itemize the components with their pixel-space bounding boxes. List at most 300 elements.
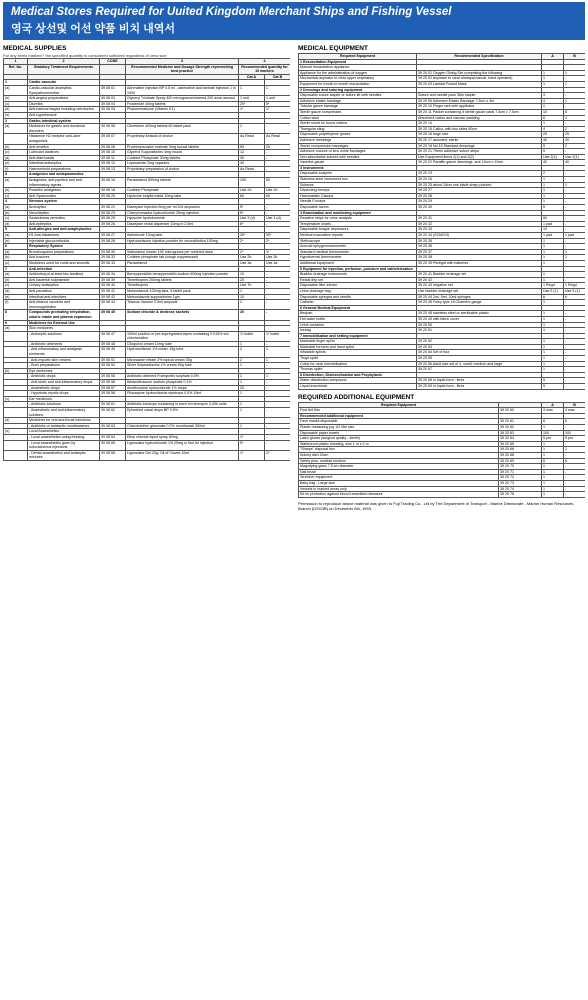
cell-req: Catheter (299, 300, 417, 306)
cell-a: 30 (239, 155, 265, 161)
cell-b: - (265, 408, 291, 418)
cell-b: - (564, 272, 586, 278)
cell-req: Reactive strips for urine analysis (299, 216, 417, 222)
cell-req: Tubular gauze bandage (299, 104, 417, 110)
cell-med: Lignocaine Gel 20g; Oil of Cloves 10ml (126, 450, 239, 460)
cell-req: Baby bag - Large size (299, 480, 499, 486)
cell-spec: 39 20 39 Penlight with batteries (417, 260, 542, 266)
cell-req: Ear medicines (28, 396, 100, 402)
table-row (299, 492, 586, 498)
cell-req: Anti-parasitics (28, 288, 100, 294)
cell-ref: (c) (4, 283, 28, 289)
cell-code: 39 08 52 (100, 363, 126, 369)
cell-b: 5* (265, 101, 291, 107)
cell-ref: (d) (4, 418, 28, 424)
additional-equipment-table (298, 402, 585, 498)
cell-a: 1 pad (542, 233, 564, 239)
cell-req: Urine drainage bag (299, 288, 417, 294)
cell-b: - (564, 193, 586, 199)
cell-req: Disposable filter infuser (299, 283, 417, 289)
cell-med: Ethyl chloride liquid spray 50mg (126, 434, 239, 440)
cell-code: 39 08 12 (100, 161, 126, 167)
cell-b: 1 (564, 98, 586, 104)
cell-req: Urinary antiseptics (28, 283, 100, 289)
cell-med: Paracetamol (126, 260, 239, 266)
medical-supplies-column (3, 44, 290, 997)
cell-code: 39 08 65 (100, 440, 126, 450)
cell-req: Compounds promoting rehydration, caloric intake and plasma expansion (28, 310, 100, 320)
cell-code: 39 08 20 (100, 193, 126, 199)
cell-b: - (564, 205, 586, 211)
cell-code: 39 08 34 (100, 272, 126, 278)
cell-req: Malleable finger splint (299, 339, 417, 345)
cell-req: Appliance for the administration of oxygen (299, 70, 417, 76)
cell-code: 39 08 06 (100, 124, 126, 134)
cell-req: Skin medicines (28, 326, 100, 332)
cell-b: As Read (265, 134, 291, 144)
cell-code: 39 08 48 (100, 341, 126, 347)
cell-a: 1 (542, 475, 564, 481)
cell-b: 1 (564, 81, 586, 87)
cell-b: Use 3 (d) (265, 216, 291, 222)
cell-ref: (b) (4, 238, 28, 244)
cell-code: 39 20 60 (499, 408, 542, 414)
cell-b: - (564, 260, 586, 266)
cell-req: Disposable polyethylene gloves (299, 132, 417, 138)
cell-a: 1 (542, 425, 564, 431)
cell-a: 1 (542, 182, 564, 188)
cell-med: Amethocaine hydrochloride 1% drops (126, 385, 239, 391)
cell-a: 1 (239, 408, 265, 418)
cell-req: Anti-tussives (28, 255, 100, 261)
cell-req: First Aid Kits (299, 408, 499, 414)
cell-req: Injectable glucocorticoids (28, 238, 100, 244)
cell-a: 1 (542, 469, 564, 475)
cell-ref: 9 (4, 320, 28, 326)
cell-b: - (564, 311, 586, 317)
cell-a: 2 (239, 357, 265, 363)
cell-req: - Antibiotic or antiseptic mouthwashes (28, 423, 100, 429)
cell-spec: 39 20 14 (417, 121, 542, 127)
table-row (299, 132, 586, 138)
cell-req: 8 Disinfection, Disinsectisation and Prophylaxis (299, 372, 417, 378)
table-row (4, 331, 291, 341)
cell-req: Sterile gauze compresses (299, 109, 417, 115)
cell-req: Disposable tongue depressors (299, 227, 417, 233)
cell-req: Anti-allergics and anti-anaphylactics (28, 227, 100, 233)
cell-b: 1 unit (265, 96, 291, 102)
cell-a: 20 (239, 310, 265, 320)
cell-spec: Use Equipment items 2(1) and 2(2) (417, 154, 542, 160)
cell-req: 6 General Medical Equipment (299, 305, 417, 311)
cell-a: 2 (542, 171, 564, 177)
cell-req: - Antibiotic drops (28, 374, 100, 380)
cell-ref: (a) (4, 124, 28, 134)
cell-b: - (265, 423, 291, 429)
cell-req: Medicines for oral and throat infections (28, 418, 100, 424)
cell-a: 1 (542, 188, 564, 194)
cell-code: 39 08 66 (100, 450, 126, 460)
table-row (4, 347, 291, 357)
cell-code: 39 08 44 (100, 300, 126, 310)
cell-b: 1 (564, 182, 586, 188)
cell-spec: 39 20 24 (417, 177, 542, 183)
cell-ref: (e) (4, 112, 28, 118)
cell-spec: 39 20 53 (417, 344, 542, 350)
cell-a: 5 prs (542, 436, 564, 442)
cell-b: 25 (564, 132, 586, 138)
cell-b: 1 pad (564, 233, 586, 239)
cell-a: 1 (542, 272, 564, 278)
cell-spec: 39 20 51 (417, 328, 542, 334)
cell-req: "Sharps" disposal box (299, 447, 499, 453)
table-row (4, 408, 291, 418)
cell-spec: 39 20 09 Adhesive Elastic Bandage 7.5cm x 4m (417, 98, 542, 104)
cell-code: 39 08 13 (100, 166, 126, 172)
cell-req: Waterproof plastic sheeting, size 1 m x 2 m (299, 441, 499, 447)
cell-med: Frusemide 40mg tablets (126, 101, 239, 107)
cell-req: Adhesive dressings (299, 137, 417, 143)
cell-ref: (b) (4, 96, 28, 102)
cell-a: 6 (542, 419, 564, 425)
cell-b: 1 (265, 374, 291, 380)
cell-med: Codeine phosphate tab (cough suppressant) (126, 255, 239, 261)
cell-a: 1 (542, 486, 564, 492)
cell-b: - (564, 238, 586, 244)
cell-code: 39 08 49 (100, 347, 126, 357)
cell-code: 39 08 64 (100, 434, 126, 440)
cell-code: 39 08 08 (100, 144, 126, 150)
cell-a: 1 (542, 480, 564, 486)
cell-req: Intestinal anti-infectives (28, 294, 100, 300)
cell-a: 100 (239, 178, 265, 188)
cell-b: 100 (564, 430, 586, 436)
cell-b: - (564, 486, 586, 492)
cell-b: - (265, 166, 291, 172)
cell-a: 1* bottle (239, 331, 265, 341)
cell-req: - Anaesthetic and anti-inflammatory solutions (28, 408, 100, 418)
cell-a: 1 (542, 177, 564, 183)
cell-a: 6 (542, 458, 564, 464)
cell-b: - (265, 300, 291, 310)
cell-med: Chlorhexidine gluconate 0.2% mouthwash 300ml (126, 423, 239, 429)
cell-code: 39 20 66 (499, 447, 542, 453)
cell-req: Urine container (299, 322, 417, 328)
medical-supplies-title: MEDICAL SUPPLIES (3, 45, 67, 52)
cell-code: 39 08 03 (100, 96, 126, 102)
cell-a: Use 7b (239, 283, 265, 289)
cell-a: 1 (542, 76, 564, 82)
cell-a: 60 (239, 193, 265, 199)
cell-req: Adhesive elastic bandage (299, 98, 417, 104)
cell-a: 30 (239, 161, 265, 167)
cell-b: - (564, 227, 586, 233)
cell-b: 2* (265, 238, 291, 244)
cell-ref (4, 408, 28, 418)
cell-med: Chlorpromazine hydrochloride 25mg injection (126, 210, 239, 216)
cell-b: 5 prs (564, 436, 586, 442)
cell-a: 1 (542, 367, 564, 373)
cell-b: - (564, 384, 586, 390)
cell-b: - (564, 339, 586, 345)
cell-a: 50 (239, 144, 265, 150)
cell-req: Diuretics (28, 101, 100, 107)
cell-b: - (265, 155, 291, 161)
cell-ref: (d) (4, 221, 28, 227)
additional-equipment-title: REQUIRED ADDITIONAL EQUIPMENT (298, 393, 415, 401)
section-row (4, 310, 291, 320)
cell-ref: 3 (4, 172, 28, 178)
cell-spec: 39 20 55 (417, 356, 542, 362)
cell-med: Glycerol Suppositories 4mg mould (126, 150, 239, 156)
cell-b: - (564, 316, 586, 322)
cell-med: Trimethoprim (126, 283, 239, 289)
cell-code: 39 08 01 (100, 85, 126, 95)
cell-spec: 39 20 21 75mm adhesive suture strips (417, 149, 542, 155)
cell-req: Disposable syringes and needle (299, 294, 417, 300)
cell-a: 1 (542, 350, 564, 356)
cell-req: Anti-haemorrhagics including uterotonics (28, 107, 100, 113)
cell-code: 39 08 41 (100, 288, 126, 294)
cell-code: 39 08 58 (100, 391, 126, 397)
cell-spec: 39 20 48 stainless steel or sterilisable plastic (417, 311, 542, 317)
cell-a: 1* (239, 107, 265, 113)
cell-b: - (564, 177, 586, 183)
cell-spec: 39 20 45 Foley type 16 Charriere gauge (417, 300, 542, 306)
cell-spec: 39 20 16 large size (417, 132, 542, 138)
cell-spec: 39 20 43 Irrigation set (417, 283, 542, 289)
cell-spec: 39 20 03 Laerdal Pocket Mask (417, 81, 542, 87)
cell-b: 1 (564, 255, 586, 261)
cell-a: 30* (239, 233, 265, 239)
cell-b: 1 (564, 70, 586, 76)
cell-a: 6 (542, 294, 564, 300)
cell-req: Anti-Spasmodics (28, 193, 100, 199)
cell-req: Disposable scalpels (299, 171, 417, 177)
cell-ref (4, 347, 28, 357)
table-row (4, 188, 291, 194)
cell-spec: 39 20 28 (417, 193, 542, 199)
cell-b: 6 (564, 419, 586, 425)
cell-a: 1 (542, 328, 564, 334)
cell-req: Medicines for External Use (28, 320, 100, 326)
col-4-number: 4 (239, 59, 291, 65)
cell-spec: 39 20 56 Adult size set of 3, small, medium and large (417, 361, 542, 367)
cell-spec: Use bladder drainage set (417, 288, 542, 294)
table-row (4, 124, 291, 134)
cell-b: 6 (564, 458, 586, 464)
cell-req: 2 Dressings and suturing equipment (299, 87, 417, 93)
cell-code: 39 20 74 (499, 486, 542, 492)
cell-b: - (564, 480, 586, 486)
cell-code: 39 08 39 (100, 277, 126, 283)
cell-a: 12 (239, 150, 265, 156)
cell-req: Seasickness remedies (28, 216, 100, 222)
cell-b: 40 (564, 137, 586, 143)
cell-b: - (564, 452, 586, 458)
cell-code: 39 08 63 (100, 423, 126, 429)
cell-ref: (a) (4, 272, 28, 278)
cell-code: 39 08 10 (100, 150, 126, 156)
cell-b: - (564, 104, 586, 110)
cell-spec: 39 20 23 (417, 171, 542, 177)
cell-ref (4, 440, 28, 450)
cell-a: 1 (239, 423, 265, 429)
header-medicine: Recommended Medicine and Dosage Strength representing best practice (126, 64, 239, 74)
cell-a: 100 (542, 430, 564, 436)
cell-med: Antibiotic eardrops containing in each ml neomycin 3,400 units (126, 402, 239, 408)
cell-req: - Dental anaesthetics and antiseptic mixtures (28, 450, 100, 460)
cell-ref: (c) (4, 260, 28, 266)
header-additional-b: B (564, 402, 586, 408)
cell-a: 1 (542, 260, 564, 266)
cell-req: Nail brush (299, 469, 499, 475)
cell-a: 10 (239, 294, 265, 300)
cell-code: 39 08 57 (100, 385, 126, 391)
cell-a: 1 (239, 85, 265, 95)
cell-req: Icebag (299, 328, 417, 334)
medical-supplies-body (4, 80, 291, 461)
cell-a: 1* (239, 434, 265, 440)
cell-ref: (c) (4, 101, 28, 107)
cell-b: - (564, 469, 586, 475)
cell-code: 39 20 63 (499, 430, 542, 436)
cell-spec: 39 20 22 Paraffin gauze dressings, size 10cm x 10cm (417, 160, 542, 166)
header-additional-a: A (542, 402, 564, 408)
cell-b: - (564, 188, 586, 194)
cell-b: 20 (265, 144, 291, 150)
cell-med: Hydrocortisone injection powder for reconstitution 100mg (126, 238, 239, 244)
cell-med: Proprietary preparation of choice (126, 166, 239, 172)
cell-med: Phytomenadione (Vitamin K1) (126, 107, 239, 113)
cell-spec: 39 20 15 Calico, with two sides 90cm (417, 126, 542, 132)
cell-ref (4, 450, 28, 460)
cell-b: - (564, 199, 586, 205)
cell-req: Stretcher equipment (299, 475, 499, 481)
cell-a: 1 (239, 363, 265, 369)
title-english: Medical Stores Required for Uuited Kingdom Merchant Ships and Fishing Vessel (11, 6, 452, 18)
cell-req: Water-disinfection compound (299, 378, 417, 384)
cell-code: 39 08 55 (100, 374, 126, 380)
cell-req: Neuroleptics (28, 210, 100, 216)
col-code: CODE (100, 59, 126, 65)
table-row (4, 85, 291, 95)
cell-req: Collar for neck immobilisation (299, 361, 417, 367)
cell-ref (4, 134, 28, 144)
cell-ref: (b) (4, 144, 28, 150)
cell-a: 1 (542, 361, 564, 367)
cell-a: 3 max (542, 408, 564, 414)
cell-a: 5* (239, 210, 265, 216)
cell-req: - Antibiotic ointments (28, 341, 100, 347)
table-row (299, 272, 586, 278)
cell-b: - (564, 464, 586, 470)
cell-req: Medical evacuation reports (299, 233, 417, 239)
cell-code: 39 08 18 (100, 188, 126, 194)
cell-med: Mebendazole 100mg tabs, 6 tablet pack (126, 288, 239, 294)
cell-spec: 39 20 58 In liquid form - litres (417, 378, 542, 384)
cell-a: 1 (239, 341, 265, 347)
cell-code: 39 08 47 (100, 331, 126, 341)
cell-ref: (a) (4, 233, 28, 239)
cell-req: 3 Instruments (299, 165, 417, 171)
cell-req: Hypothermic thermometer (299, 255, 417, 261)
cell-med: Miconazole nitrate 2% topical cream 30g (126, 357, 239, 363)
cell-req: Histamine H2 receptor anti-ulcer antagonists (28, 134, 100, 144)
cell-spec: 39 20 57 (417, 367, 542, 373)
cell-spec: 39 20 41 Bladder drainage set (417, 272, 542, 278)
cell-ref: (e) (4, 294, 28, 300)
cell-a: 1 (239, 391, 265, 397)
cell-a: Use 3a (239, 260, 265, 266)
cell-req: Triangular sling (299, 126, 417, 132)
header-specification: Recommended Specification (417, 54, 542, 60)
cell-b: 40 (564, 160, 586, 166)
cell-b: 1* (265, 450, 291, 460)
cell-code: 39 08 32 (100, 255, 126, 261)
cell-code: 39 08 56 (100, 380, 126, 386)
cell-req: Anti-bacterial sulphamide (28, 277, 100, 283)
cell-med: Clioquinol cream 10mg tube (126, 341, 239, 347)
cell-a: 1 (542, 249, 564, 255)
cell-b: - (564, 221, 586, 227)
cell-b: - (265, 380, 291, 386)
cell-req: Sterile sheet for burns victims (299, 121, 417, 127)
cell-a: Use 5 (1) (542, 288, 564, 294)
cell-med: Hydrocortisone 1% cream 15g tube (126, 347, 239, 357)
header-cat-b: Cat B (265, 74, 291, 80)
cell-req: Anti-diarrhoeals (28, 155, 100, 161)
cell-req: Local Anaesthetics (28, 429, 100, 435)
header-required-equipment: Required Equipment (299, 54, 417, 60)
cell-req: Nervous system (28, 199, 100, 205)
title-korean: 영국 상선및 어선 약품 비치 내역서 (11, 23, 176, 35)
cell-req: Safety pins, rustless medium (299, 458, 499, 464)
cell-b: - (564, 361, 586, 367)
cell-ref: 7 (4, 266, 28, 272)
cell-req: Mechanical aspirator to clear upper respiratory (299, 76, 417, 82)
cell-req: 5 Equipment for injection, perfusion, puncture and catheterisation (299, 266, 417, 272)
cell-med: Antibiotic ointment Framycetin sulphate 0.5% (126, 374, 239, 380)
cell-med: Loperamide 2mg capsules (126, 161, 239, 167)
cell-b: - (564, 356, 586, 362)
cell-a: 1 (239, 380, 265, 386)
cell-a: 2* (239, 238, 265, 244)
cell-req: Malleable forearm and hand splint (299, 344, 417, 350)
cell-req: Eye medicines (28, 368, 100, 374)
cell-code: 39 20 62 (499, 425, 542, 431)
cell-req: H1 Anti-histamines (28, 233, 100, 239)
cell-req: Hot water bottle (299, 316, 417, 322)
cell-a: 4 (542, 98, 564, 104)
cell-a: 5 (542, 378, 564, 384)
table-row (4, 96, 291, 102)
cell-code: 39 20 72 (499, 475, 542, 481)
cell-a: 1 (542, 300, 564, 306)
cell-spec: 39 20 27 (417, 188, 542, 194)
header-labels-row (4, 64, 291, 74)
cell-req: - Local anaesthetics using freezing (28, 434, 100, 440)
table-row (299, 154, 586, 160)
cell-b: - (265, 288, 291, 294)
cell-a: 1 (542, 193, 564, 199)
cell-a: 5 (542, 384, 564, 390)
cell-med: Cimetidine 400mg tablets 60 tablet pack (126, 124, 239, 134)
cell-req: Additional equipment (299, 260, 417, 266)
cell-b: - (564, 277, 586, 283)
cell-ref: (c) (4, 216, 28, 222)
cell-ref: (b) (4, 210, 28, 216)
